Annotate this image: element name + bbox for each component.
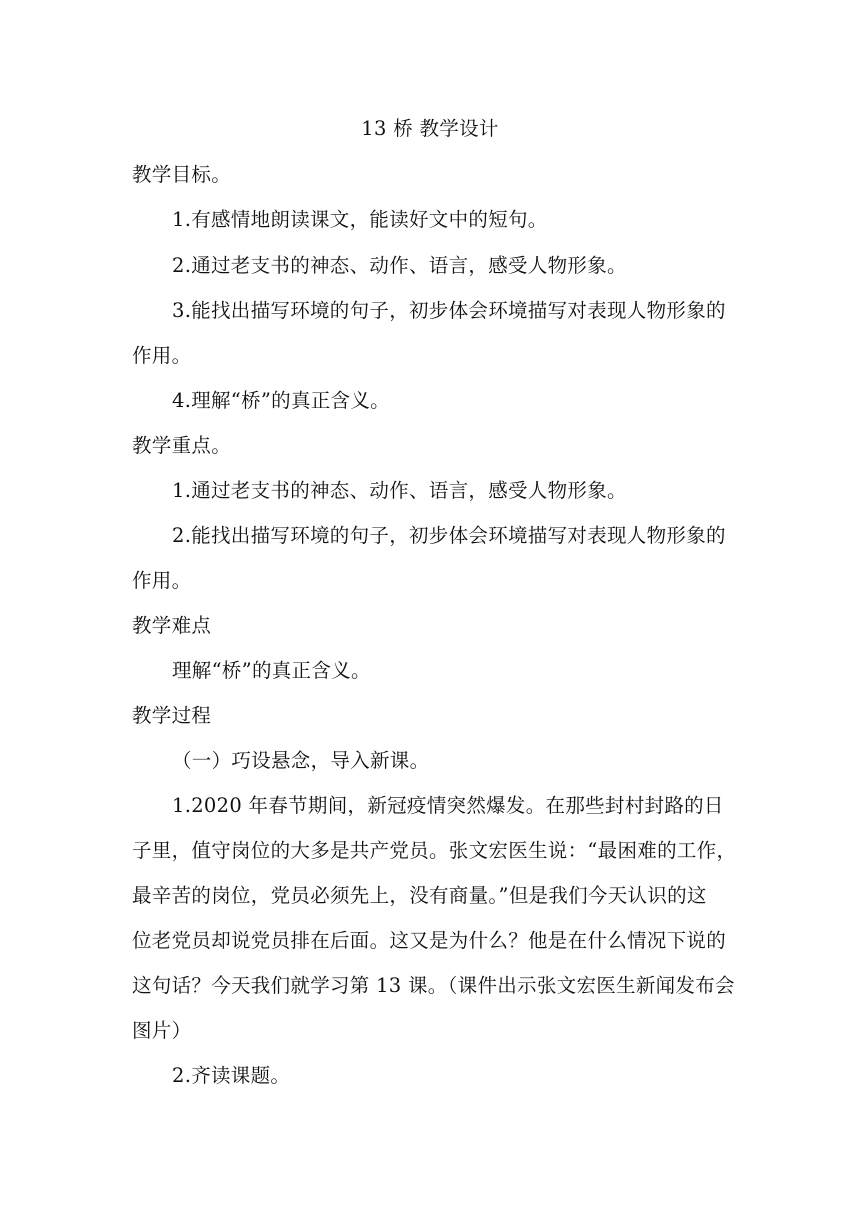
process-section-heading: （一）巧设悬念，导入新课。 [172,749,430,772]
process-paragraph-line: 1.2020 年春节期间，新冠疫情突然爆发。在那些封村封路的日 [172,794,724,817]
objective-item: 3.能找出描写环境的句子，初步体会环境描写对表现人物形象的 [172,299,726,322]
process-paragraph-line: 这句话？今天我们就学习第 13 课。（课件出示张文宏医生新闻发布会 [132,974,735,997]
process-paragraph-line: 位老党员却说党员排在后面。这又是为什么？他是在什么情况下说的 [132,929,727,952]
key-point-item-continuation: 作用。 [132,569,192,592]
process-paragraph-line: 最辛苦的岗位，党员必须先上，没有商量。”但是我们今天认识的这 [132,884,707,907]
key-point-item: 1.通过老支书的神态、动作、语言，感受人物形象。 [172,479,627,502]
process-paragraph-line: 图片） [132,1019,192,1042]
difficulty-text: 理解“桥”的真正含义。 [172,659,371,682]
process-heading: 教学过程 [132,704,212,727]
objective-item: 1.有感情地朗读课文，能读好文中的短句。 [172,208,548,231]
objective-item: 2.通过老支书的神态、动作、语言，感受人物形象。 [172,254,627,277]
process-paragraph-line: 子里，值守岗位的大多是共产党员。张文宏医生说：“最困难的工作， [132,839,737,862]
process-item: 2.齐读课题。 [172,1064,291,1087]
objective-item: 4.理解“桥”的真正含义。 [172,389,390,412]
key-points-heading: 教学重点。 [132,434,232,457]
difficulty-heading: 教学难点 [132,614,212,637]
document-title: 13 桥 教学设计 [361,117,499,140]
objective-item-continuation: 作用。 [132,344,192,367]
objectives-heading: 教学目标。 [132,163,232,186]
key-point-item: 2.能找出描写环境的句子，初步体会环境描写对表现人物形象的 [172,524,726,547]
